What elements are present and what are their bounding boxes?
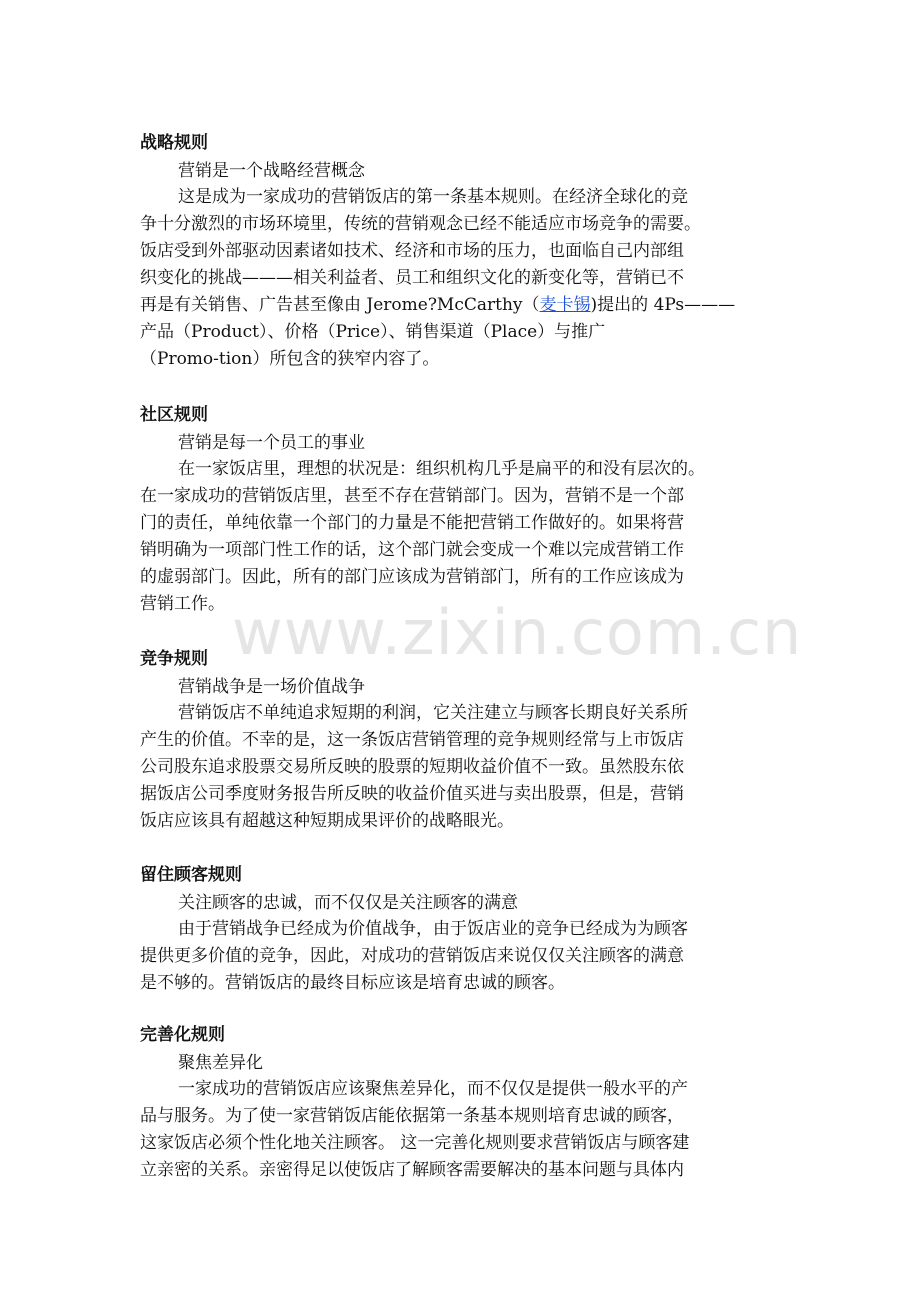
body-line: 营销饭店不单纯追求短期的利润，它关注建立与顾客长期良好关系所 [178,703,688,723]
body-line: 门的责任，单纯依靠一个部门的力量是不能把营销工作做好的。如果将营 [140,513,684,533]
section-subtitle: 营销是一个战略经营概念 [178,161,365,181]
section-body [140,456,800,618]
body-line: 的虚弱部门。因此，所有的部门应该成为营销部门，所有的工作应该成为 [140,567,684,587]
section-body [140,700,800,835]
body-line: 饭店受到外部驱动因素诸如技术、经济和市场的压力，也面临自己内部组 [140,241,684,261]
section-heading: 战略规则 [140,133,208,153]
body-line: 营销工作。 [140,594,225,614]
section-body [140,1076,800,1184]
body-line: 在一家成功的营销饭店里，甚至不存在营销部门。因为，营销不是一个部 [140,486,684,506]
body-line-start: 再是有关销售、广告甚至像由 Jerome?McCarthy（ [140,295,540,315]
body-line: 织变化的挑战———相关利益者、员工和组织文化的新变化等，营销已不 [140,268,684,288]
body-line-with-link [140,292,800,319]
section-strategy [140,132,800,373]
section-subtitle: 营销战争是一场价值战争 [178,677,365,697]
watermark: www.zixin.com.cn [232,596,803,669]
body-line: 这是成为一家成功的营销饭店的第一条基本规则。在经济全球化的竞 [178,187,688,207]
section-heading: 社区规则 [140,405,208,425]
section-heading: 完善化规则 [140,1025,225,1045]
body-line: 公司股东追求股票交易所反映的股票的短期收益价值不一致。虽然股东依 [140,757,684,777]
section-subtitle: 关注顾客的忠诚，而不仅仅是关注顾客的满意 [178,893,518,913]
section-community [140,404,800,618]
body-line: 品与服务。为了使一家营销饭店能依据第一条基本规则培育忠诚的顾客， [140,1106,684,1126]
section-subtitle: 聚焦差异化 [178,1053,263,1073]
section-subtitle: 营销是每一个员工的事业 [178,433,365,453]
body-line: 销明确为一项部门性工作的话，这个部门就会变成一个难以完成营销工作 [140,540,684,560]
section-body [140,916,800,997]
body-line: 立亲密的关系。亲密得足以使饭店了解顾客需要解决的基本问题与具体内 [140,1160,684,1180]
body-line: 由于营销战争已经成为价值战争，由于饭店业的竞争已经成为为顾客 [178,919,688,939]
body-line: 饭店应该具有超越这种短期成果评价的战略眼光。 [140,811,514,831]
body-line: 一家成功的营销饭店应该聚焦差异化，而不仅仅是提供一般水平的产 [178,1079,688,1099]
mccarthy-link[interactable]: 麦卡锡 [539,295,591,315]
section-body [140,184,800,373]
section-retention [140,864,800,997]
section-heading: 竞争规则 [140,649,208,669]
body-line: 在一家饭店里，理想的状况是：组织机构几乎是扁平的和没有层次的。 [178,459,705,479]
body-line: 这家饭店必须个性化地关注顾客。 这一完善化规则要求营销饭店与顾客建 [140,1133,690,1153]
body-line: 产生的价值。不幸的是，这一条饭店营销管理的竞争规则经常与上市饭店 [140,730,684,750]
body-line: 据饭店公司季度财务报告所反映的收益价值买进与卖出股票，但是，营销 [140,784,684,804]
body-line: 是不够的。营销饭店的最终目标应该是培育忠诚的顾客。 [140,973,565,993]
body-line-end: )提出的 4Ps——— [590,295,736,315]
section-heading: 留住顾客规则 [140,865,242,885]
section-competition [140,648,800,835]
body-line: （Promo-tion）所包含的狭窄内容了。 [140,349,440,369]
section-perfection [140,1024,800,1184]
body-line: 产品（Product）、价格（Price）、销售渠道（Place）与推广 [140,322,606,342]
body-line: 争十分激烈的市场环境里，传统的营销观念已经不能适应市场竞争的需要。 [140,214,701,234]
body-line: 提供更多价值的竞争，因此，对成功的营销饭店来说仅仅关注顾客的满意 [140,946,684,966]
